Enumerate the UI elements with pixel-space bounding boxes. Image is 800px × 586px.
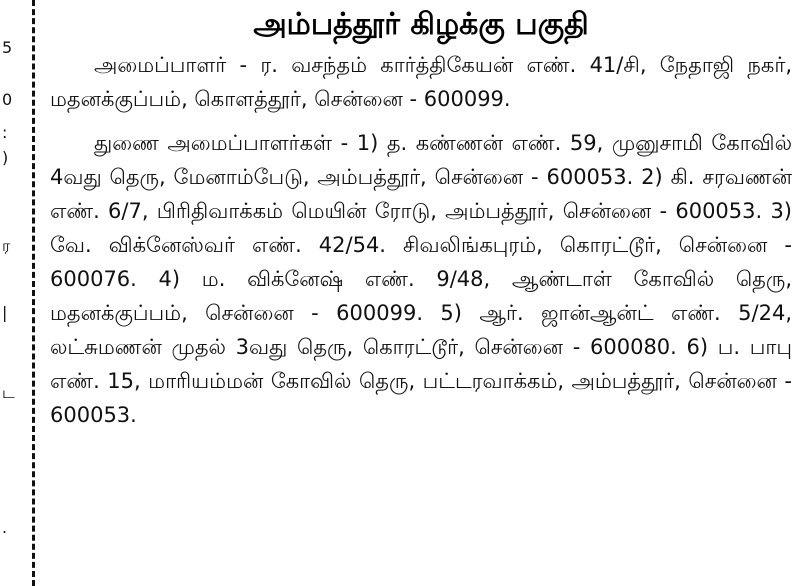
article-paragraph-deputy-organizers: துணை அமைப்பாளர்கள் - 1) த. கண்ணன் எண். 59, முனுசாமி கோவில் 4வது தெரு, மேனாம்பேடு, அம்பத்தூர், சென்னை - 600053. 2) கி. சரவணன் எண். 6/7, பிரிதிவாக்கம் மெயின் ரோடு, அம்பத்தூர், சென்னை - 600053. 3) வே. விக்னேஸ்வர் எண். 42/54. சிவலிங்கபுரம், கொரட்டூர், சென்னை - 600076. 4) ம. விக்னேஷ் எண். 9/48, ஆண்டாள் கோவில் தெரு, மதனக்குப்பம், சென்னை - 600099. 5) ஆர். ஜான்ஆன்ட் எண். 5/24, லட்சுமணன் முதல் 3வது தெரு, கொரட்டூர், சென்னை - 600080. 6) ப. பாபு எண். 15, மாரியம்மன் கோவில் தெரு, பட்டரவாக்கம், அம்பத்தூர், சென்னை - 600053. xyxy=(50,131,792,427)
left-fragment: : xyxy=(2,123,8,142)
article-paragraph-organizer: அமைப்பாளர் - ர. வசந்தம் கார்த்திகேயன் எண். 41/சி, நேதாஜி நகர், மதனக்குப்பம், கொளத்தூர், சென்னை - 600099. xyxy=(50,53,792,111)
article-headline: அம்பத்தூர் கிழக்கு பகுதி xyxy=(253,7,589,42)
left-fragment: 5 xyxy=(2,38,13,57)
left-fragment: | xyxy=(2,303,8,322)
adjacent-column-fragments xyxy=(0,0,28,586)
column-divider xyxy=(32,0,35,586)
news-article xyxy=(50,2,792,432)
left-fragment: 0 xyxy=(2,90,13,109)
left-fragment: ) xyxy=(2,148,9,167)
left-fragment: ட xyxy=(2,383,15,402)
left-fragment: ர xyxy=(2,236,11,255)
left-fragment: . xyxy=(2,518,8,537)
